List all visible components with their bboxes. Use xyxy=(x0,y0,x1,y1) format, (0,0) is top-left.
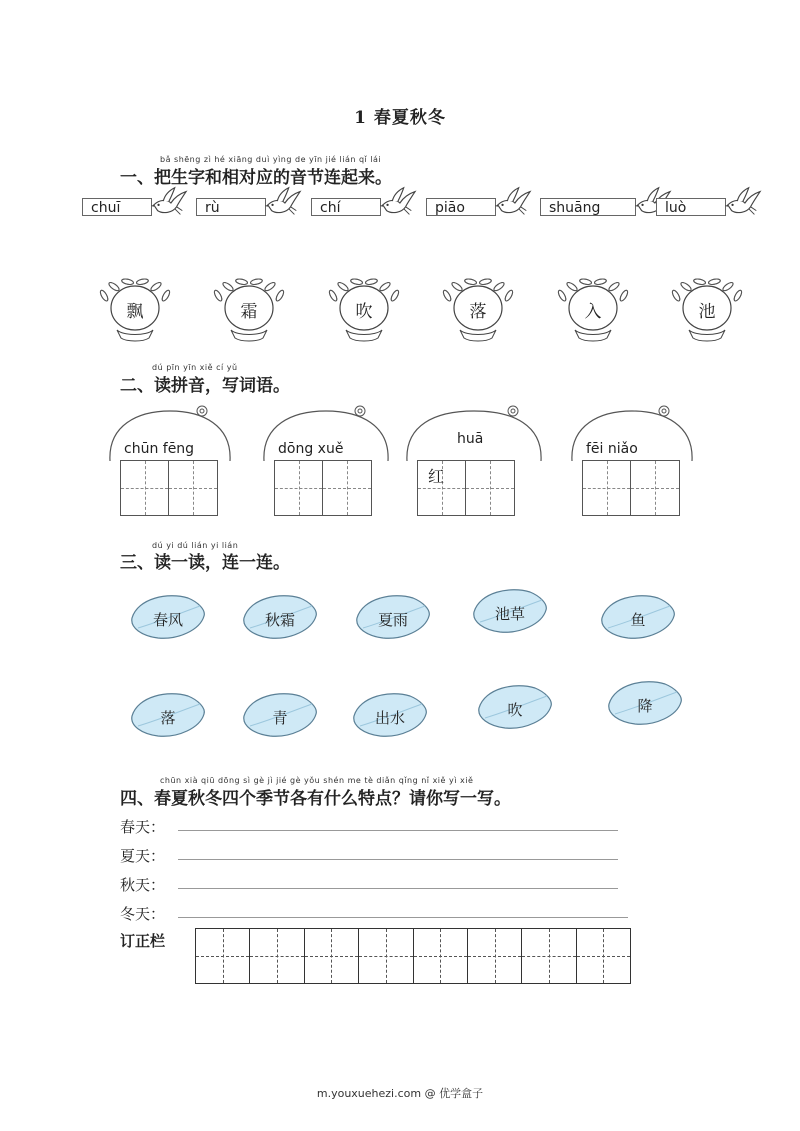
word-leaf[interactable] xyxy=(240,592,320,642)
season-label: 秋天： xyxy=(120,876,166,894)
word-leaf[interactable] xyxy=(475,682,555,732)
word-leaf[interactable] xyxy=(470,586,550,636)
writing-cell[interactable] xyxy=(169,461,217,515)
word-leaf[interactable] xyxy=(353,592,433,642)
season-label: 春天： xyxy=(120,818,166,836)
section4-heading: 四、春夏秋冬四个季节各有什么特点？请你写一写。 xyxy=(120,789,511,809)
section4-pinyin: chūn xià qiū dōng sì gè jì jié gè yǒu shén me tè diǎn qǐng nǐ xiě yì xiě xyxy=(160,776,474,785)
character-wreath[interactable] xyxy=(545,272,641,348)
word-hut xyxy=(108,405,232,515)
character-wreath[interactable] xyxy=(659,272,755,348)
prefilled-character: 红 xyxy=(428,467,445,486)
writing-grid[interactable] xyxy=(582,460,680,516)
section3-heading: 三、读一读，连一连。 xyxy=(120,553,290,573)
hut-pinyin: fēi niǎo xyxy=(586,441,638,457)
wreath-character: 飘 xyxy=(126,302,144,322)
writing-cell[interactable] xyxy=(466,461,514,515)
hut-pinyin: dōng xuě xyxy=(278,441,344,457)
correction-cell[interactable] xyxy=(305,929,359,983)
character-wreath[interactable] xyxy=(316,272,412,348)
syllable-box[interactable]: shuāng xyxy=(540,198,636,216)
word-leaf[interactable] xyxy=(598,592,678,642)
bird-icon xyxy=(724,184,762,222)
section1-heading: 一、把生字和相对应的音节连起来。 xyxy=(120,168,392,188)
syllable-box[interactable]: chí xyxy=(311,198,381,216)
correction-cell[interactable] xyxy=(414,929,468,983)
leaf-word: 鱼 xyxy=(630,611,646,629)
writing-cell[interactable] xyxy=(583,461,631,515)
bird-icon xyxy=(379,184,417,222)
syllable-box[interactable]: piāo xyxy=(426,198,496,216)
wreath-character: 落 xyxy=(469,302,487,322)
leaf-word: 落 xyxy=(160,709,176,727)
writing-grid[interactable] xyxy=(120,460,218,516)
correction-cell[interactable] xyxy=(577,929,630,983)
hut-pinyin: huā xyxy=(457,431,484,447)
word-hut xyxy=(262,405,390,515)
hut-pinyin: chūn fēng xyxy=(124,441,195,457)
bird-icon xyxy=(150,184,188,222)
correction-cell[interactable] xyxy=(196,929,250,983)
wreath-character: 吹 xyxy=(355,302,373,322)
character-wreath[interactable] xyxy=(430,272,526,348)
section2-heading: 二、读拼音，写词语。 xyxy=(120,376,290,396)
leaf-word: 出水 xyxy=(374,709,405,727)
leaf-word: 青 xyxy=(272,709,288,727)
correction-cell[interactable] xyxy=(359,929,413,983)
section2-pinyin: dú pīn yīn xiě cí yǔ xyxy=(152,363,238,372)
season-label: 夏天： xyxy=(120,847,166,865)
writing-line[interactable] xyxy=(178,917,628,918)
word-leaf[interactable] xyxy=(605,678,685,728)
leaf-word: 池草 xyxy=(494,605,525,623)
wreath-character: 池 xyxy=(698,302,716,322)
writing-cell[interactable] xyxy=(418,461,466,515)
writing-grid[interactable] xyxy=(417,460,515,516)
leaf-word: 春风 xyxy=(152,611,183,629)
syllable-box[interactable]: luò xyxy=(656,198,726,216)
leaf-word: 吹 xyxy=(507,701,523,719)
word-leaf[interactable] xyxy=(350,690,430,740)
bird-icon xyxy=(264,184,302,222)
correction-cell[interactable] xyxy=(468,929,522,983)
correction-label: 订正栏 xyxy=(120,932,166,950)
word-leaf[interactable] xyxy=(128,592,208,642)
bird-icon xyxy=(494,184,532,222)
writing-line[interactable] xyxy=(178,830,618,831)
writing-cell[interactable] xyxy=(323,461,371,515)
syllable-box[interactable]: rù xyxy=(196,198,266,216)
section1-pinyin: bǎ shēng zì hé xiāng duì yìng de yīn jié lián qǐ lái xyxy=(160,155,382,164)
page-title: 1 春夏秋冬 xyxy=(354,108,446,128)
writing-line[interactable] xyxy=(178,859,618,860)
season-label: 冬天： xyxy=(120,905,166,923)
wreath-character: 入 xyxy=(584,302,602,322)
leaf-word: 降 xyxy=(637,697,653,715)
correction-grid[interactable] xyxy=(195,928,631,984)
word-hut xyxy=(570,405,694,515)
leaf-word: 秋霜 xyxy=(264,611,295,629)
writing-grid[interactable] xyxy=(274,460,372,516)
word-leaf[interactable] xyxy=(128,690,208,740)
correction-cell[interactable] xyxy=(522,929,576,983)
syllable-box[interactable]: chuī xyxy=(82,198,152,216)
word-leaf[interactable] xyxy=(240,690,320,740)
writing-cell[interactable] xyxy=(275,461,323,515)
writing-cell[interactable] xyxy=(121,461,169,515)
character-wreath[interactable] xyxy=(87,272,183,348)
writing-cell[interactable] xyxy=(631,461,679,515)
leaf-word: 夏雨 xyxy=(377,611,408,629)
writing-line[interactable] xyxy=(178,888,618,889)
section3-pinyin: dú yi dú lián yi lián xyxy=(152,541,239,550)
word-hut xyxy=(405,405,543,515)
correction-cell[interactable] xyxy=(250,929,304,983)
wreath-character: 霜 xyxy=(240,302,258,322)
footer-watermark: m.youxuehezi.com @ 优学盒子 xyxy=(316,1087,484,1100)
character-wreath[interactable] xyxy=(201,272,297,348)
